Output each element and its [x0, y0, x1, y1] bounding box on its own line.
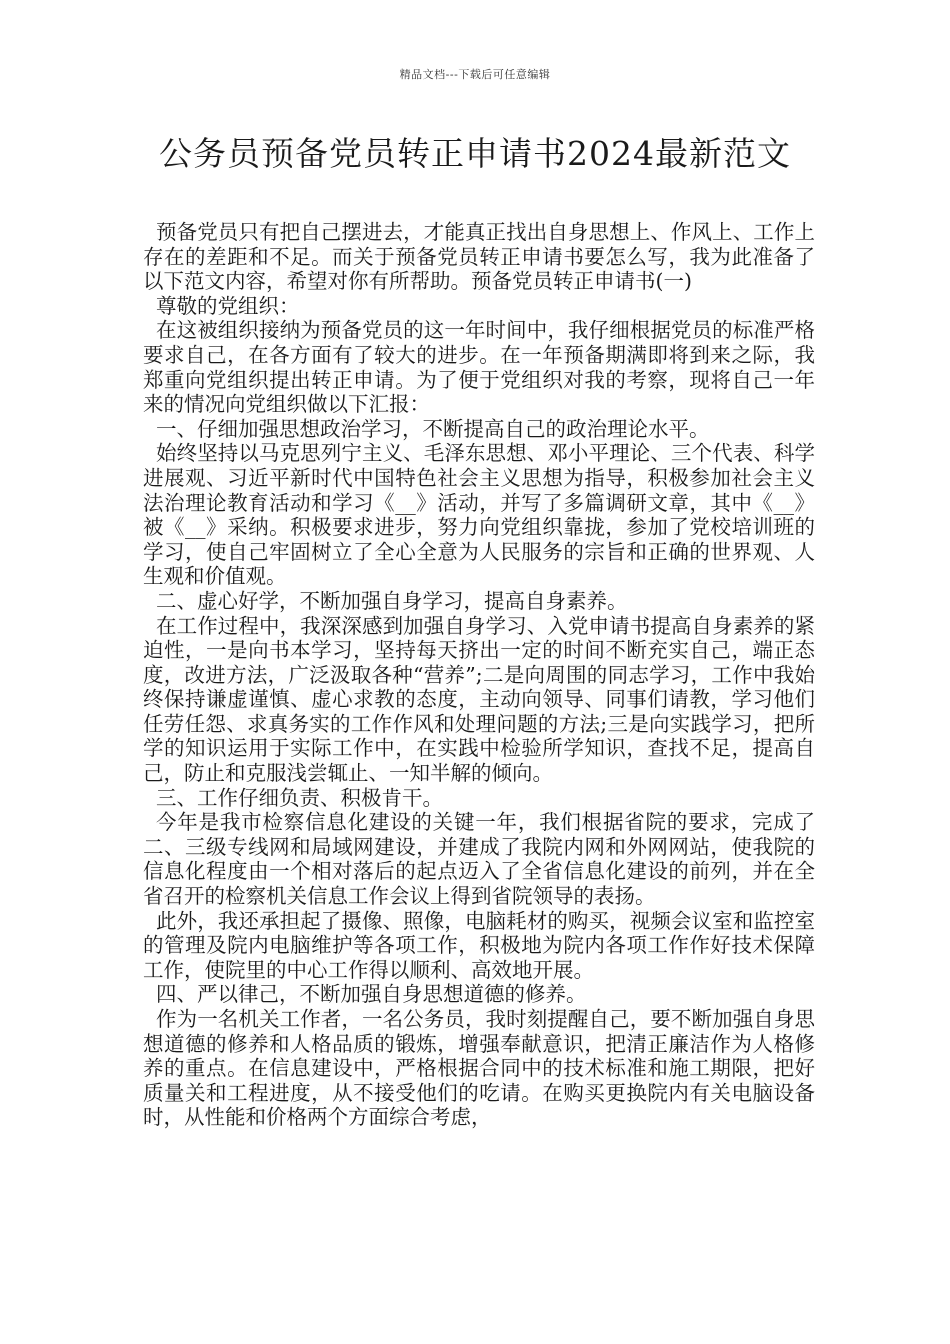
- body-paragraph: 在工作过程中，我深深感到加强自身学习、入党申请书提高自身素养的紧迫性，一是向书本学习，坚持每天挤出一定的时间不断充实自己，端正态度，改进方法，广泛汲取各种“营养”;二是向周围的同志学习，工作中我始终保持谦虚谨慎、虚心求教的态度，主动向领导、同事们请教，学习他们任劳任怨、求真务实的工作作风和处理问题的方法;三是向实践学习，把所学的知识运用于实际工作中，在实践中检验所学知识，查找不足，提高自己，防止和克服浅尝辄止、一知半解的倾向。: [143, 613, 815, 786]
- section-heading-3: 三、工作仔细负责、积极肯干。: [156, 785, 443, 810]
- document-body: [143, 220, 815, 1130]
- body-paragraph: 作为一名机关工作者，一名公务员，我时刻提醒自己，要不断加强自身思想道德的修养和人格品质的锻炼，增强奉献意识，把清正廉洁作为人格修养的重点。在信息建设中，严格根据合同中的技术标准和施工期限，把好质量关和工程进度，从不接受他们的吃请。在购买更换院内有关电脑设备时，从性能和价格两个方面综合考虑，: [143, 1007, 815, 1130]
- header-watermark: 精品文档---下载后可任意编辑: [399, 68, 551, 81]
- document-title: 公务员预备党员转正申请书2024最新范文: [159, 134, 791, 173]
- salutation: 尊敬的党组织：: [156, 293, 300, 318]
- section-heading-1: 一、仔细加强思想政治学习，不断提高自己的政治理论水平。: [156, 416, 710, 441]
- section-heading-2: 二、虚心好学，不断加强自身学习，提高自身素养。: [156, 588, 628, 613]
- section-heading-4: 四、严以律己，不断加强自身思想道德的修养。: [156, 982, 587, 1007]
- body-paragraph: 在这被组织接纳为预备党员的这一年时间中，我仔细根据党员的标准严格要求自己，在各方面有了较大的进步。在一年预备期满即将到来之际，我郑重向党组织提出转正申请。为了便于党组织对我的考察，现将自己一年来的情况向党组织做以下汇报：: [143, 318, 815, 417]
- body-paragraph: 今年是我市检察信息化建设的关键一年，我们根据省院的要求，完成了二、三级专线网和局域网建设，并建成了我院内网和外网网站，使我院的信息化程度由一个相对落后的起点迈入了全省信息化建设的前列，并在全省召开的检察机关信息工作会议上得到省院领导的表扬。: [143, 810, 815, 909]
- body-paragraph: 始终坚持以马克思列宁主义、毛泽东思想、邓小平理论、三个代表、科学进展观、习近平新时代中国特色社会主义思想为指导，积极参加社会主义法治理论教育活动和学习《__》活动，并写了多篇调研文章，其中《__》被《__》采纳。积极要求进步，努力向党组织靠拢，参加了党校培训班的学习，使自己牢固树立了全心全意为人民服务的宗旨和正确的世界观、人生观和价值观。: [143, 441, 815, 589]
- body-paragraph: 此外，我还承担起了摄像、照像，电脑耗材的购买，视频会议室和监控室的管理及院内电脑维护等各项工作，积极地为院内各项工作作好技术保障工作，使院里的中心工作得以顺利、高效地开展。: [143, 908, 815, 982]
- intro-paragraph: 预备党员只有把自己摆进去，才能真正找出自身思想上、作风上、工作上存在的差距和不足。而关于预备党员转正申请书要怎么写，我为此准备了以下范文内容，希望对你有所帮助。预备党员转正申请书(一): [143, 220, 815, 294]
